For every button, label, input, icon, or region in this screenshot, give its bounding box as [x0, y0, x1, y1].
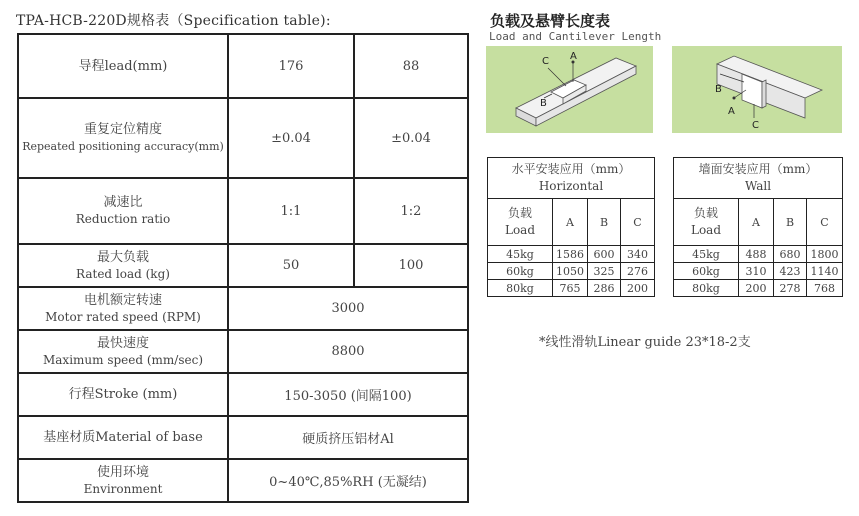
value-cell: ±0.04 [228, 98, 354, 178]
row-label: 基座材质Material of base [18, 416, 228, 459]
column-header-row [488, 199, 655, 246]
load-title: 负载及悬臂长度表 [490, 12, 611, 30]
table-row [18, 416, 468, 459]
horizontal-rail-illustration [486, 46, 653, 133]
value-cell: 硬质挤压铝材Al [228, 416, 468, 459]
table-row [18, 244, 468, 287]
column-header: C [621, 199, 655, 246]
column-header: B [588, 199, 621, 246]
value-cell: ±0.04 [354, 98, 468, 178]
table-header-row [488, 158, 655, 199]
label-b: B [540, 98, 547, 109]
linear-guide-note: *线性滑轨Linear guide 23*18-2支 [539, 335, 751, 350]
table-row: 80kg 765 286 200 [488, 280, 655, 297]
column-header: A [739, 199, 774, 246]
load-subtitle: Load and Cantilever Length [489, 30, 662, 43]
table-row [18, 373, 468, 416]
value-cell: 3000 [228, 287, 468, 330]
table-row: 45kg 488 680 1800 [674, 246, 843, 263]
value-cell: 8800 [228, 330, 468, 373]
row-label: 使用环境 Environment [18, 459, 228, 502]
wall-mount-diagram [672, 46, 842, 133]
wall-rail-illustration [672, 46, 842, 133]
value-cell: 0~40℃,85%RH (无凝结) [228, 459, 468, 502]
table-row [18, 287, 468, 330]
value-cell: 1:1 [228, 178, 354, 244]
value-cell: 88 [354, 34, 468, 98]
table-row: 60kg 310 423 1140 [674, 263, 843, 280]
horizontal-mount-diagram [486, 46, 653, 133]
label-c: C [752, 120, 759, 131]
row-label: 导程lead(mm) [18, 34, 228, 98]
table-header: 墙面安装应用（mm） Wall [674, 158, 843, 199]
column-header-load: 负载 Load [674, 199, 739, 246]
row-label: 电机额定转速 Motor rated speed (RPM) [18, 287, 228, 330]
value-cell: 50 [228, 244, 354, 287]
table-row [18, 98, 468, 178]
spec-table [17, 33, 469, 503]
label-a: A [728, 106, 735, 117]
row-label: 最快速度 Maximum speed (mm/sec) [18, 330, 228, 373]
spec-title: TPA-HCB-220D规格表（Specification table): [16, 13, 331, 29]
table-row [18, 34, 468, 98]
table-row [18, 330, 468, 373]
table-row [18, 459, 468, 502]
label-b: B [715, 84, 722, 95]
row-label: 重复定位精度 Repeated positioning accuracy(mm) [18, 98, 228, 178]
column-header: A [553, 199, 588, 246]
column-header: B [774, 199, 807, 246]
horizontal-load-table [487, 157, 655, 297]
table-row [18, 178, 468, 244]
value-cell: 1:2 [354, 178, 468, 244]
row-label: 行程Stroke (mm) [18, 373, 228, 416]
value-cell: 150-3050 (间隔100) [228, 373, 468, 416]
table-header: 水平安装应用（mm） Horizontal [488, 158, 655, 199]
label-c: C [542, 56, 549, 67]
table-row: 60kg 1050 325 276 [488, 263, 655, 280]
row-label: 最大负载 Rated load (kg) [18, 244, 228, 287]
column-header-load: 负载 Load [488, 199, 553, 246]
table-row: 80kg 200 278 768 [674, 280, 843, 297]
table-header-row [674, 158, 843, 199]
table-row: 45kg 1586 600 340 [488, 246, 655, 263]
label-a: A [570, 51, 577, 62]
column-header-row [674, 199, 843, 246]
wall-load-table [673, 157, 843, 297]
value-cell: 100 [354, 244, 468, 287]
row-label: 减速比 Reduction ratio [18, 178, 228, 244]
value-cell: 176 [228, 34, 354, 98]
column-header: C [807, 199, 843, 246]
